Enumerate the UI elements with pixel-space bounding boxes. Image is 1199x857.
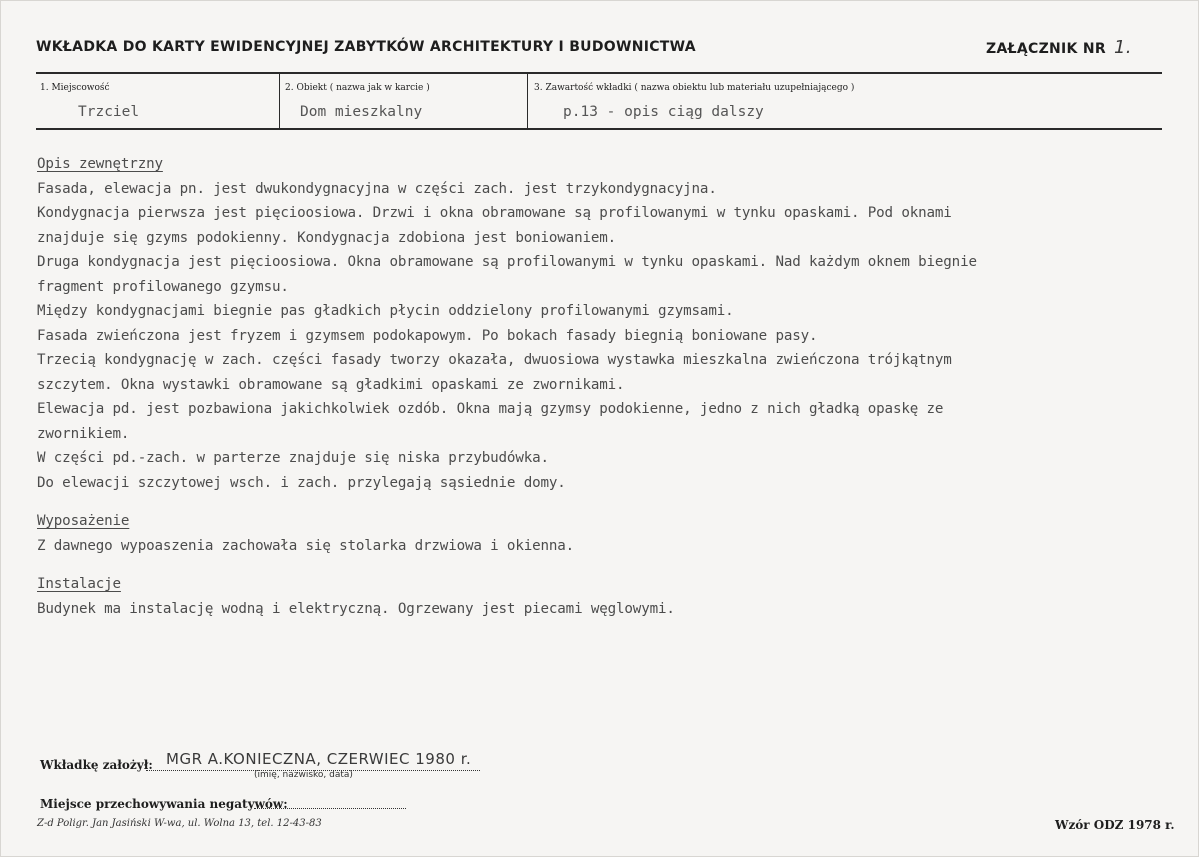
negatives-dotted-line	[254, 808, 406, 809]
field-object-label: 2. Obiekt ( nazwa jak w karcie )	[285, 83, 430, 93]
text-line: Między kondygnacjami biegnie pas gładkich płycin oddzielony profilowanymi gzymsami.	[37, 303, 734, 319]
section-gap	[37, 495, 1172, 509]
text-line: zwornikiem.	[37, 425, 130, 442]
form-title: WKŁADKA DO KARTY EWIDENCYJNEJ ZABYTKÓW ARCHITEKTURY I BUDOWNICTWA	[36, 39, 696, 55]
text-line: W części pd.-zach. w parterze znajduje się niska przybudówka.	[37, 450, 549, 466]
form-model: Wzór ODZ 1978 r.	[1055, 818, 1175, 832]
negatives-label: Miejsce przechowywania negatywów:	[40, 797, 288, 811]
description-body	[37, 152, 1172, 621]
section-exterior	[37, 152, 1172, 495]
text-line: Druga kondygnacja jest pięcioosiowa. Okna obramowane są profilowanymi w tynku opaskami. Nad każdym oknem biegnie	[37, 254, 977, 270]
section-equipment	[37, 509, 1172, 558]
header-top-rule	[36, 72, 1162, 74]
text-line: Z dawnego wypoaszenia zachowała się stolarka drzwiowa i okienna.	[37, 537, 575, 554]
section-heading: Instalacje	[37, 576, 121, 592]
section-installations	[37, 572, 1172, 621]
text-line: Budynek ma instalację wodną i elektryczną. Ogrzewany jest piecami węglowymi.	[37, 600, 675, 617]
field-locality-value: Trzciel	[78, 104, 140, 120]
annex-label: ZAŁĄCZNIK NR	[986, 41, 1106, 57]
field-divider-2	[527, 74, 528, 128]
text-line: Fasada zwieńczona jest fryzem i gzymsem podokapowym. Po bokach fasady biegnią boniowane pasy.	[37, 327, 818, 344]
text-line: Kondygnacja pierwsza jest pięcioosiowa. Drzwi i okna obramowane są profilowanymi w tynku opaskami. Pod oknami	[37, 205, 952, 221]
annex-number	[986, 37, 1132, 58]
author-label: Wkładkę założył:	[40, 758, 153, 772]
header-bottom-rule	[36, 128, 1162, 130]
text-line: Trzecią kondygnację w zach. części fasady tworzy okazała, dwuosiowa wystawka mieszkalna zwieńczona trójkątnym	[37, 352, 952, 368]
section-heading: Opis zewnętrzny	[37, 156, 163, 172]
text-line: szczytem. Okna wystawki obramowane są gładkimi opaskami ze zwornikami.	[37, 376, 625, 393]
printer-imprint: Z-d Poligr. Jan Jasiński W-wa, ul. Wolna 13, tel. 12-43-83	[37, 818, 322, 829]
section-heading: Wyposażenie	[37, 513, 130, 529]
field-divider-1	[279, 74, 280, 128]
text-line: Elewacja pd. jest pozbawiona jakichkolwiek ozdób. Okna mają gzymsy podokienne, jedno z nich gładką opaskę ze	[37, 401, 944, 417]
text-line: znajduje się gzyms podokienny. Kondygnacja zdobiona jest boniowaniem.	[37, 229, 617, 246]
field-content-value: p.13 - opis ciąg dalszy	[563, 104, 764, 120]
author-caption: (imię, nazwisko, data)	[254, 770, 353, 780]
annex-handwritten-number: 1.	[1113, 37, 1132, 58]
text-line: Do elewacji szczytowej wsch. i zach. przylegają sąsiednie domy.	[37, 474, 566, 491]
field-content-label: 3. Zawartość wkładki ( nazwa obiektu lub materiału uzupełniającego )	[534, 83, 855, 93]
text-line: Fasada, elewacja pn. jest dwukondygnacyjna w części zach. jest trzykondygnacyjna.	[37, 180, 717, 197]
section-gap	[37, 558, 1172, 572]
field-locality-label: 1. Miejscowość	[40, 83, 110, 93]
field-object-value: Dom mieszkalny	[300, 104, 423, 120]
text-line: fragment profilowanego gzymsu.	[37, 278, 289, 295]
author-signature: MGR A.KONIECZNA, CZERWIEC 1980 r.	[166, 750, 472, 768]
